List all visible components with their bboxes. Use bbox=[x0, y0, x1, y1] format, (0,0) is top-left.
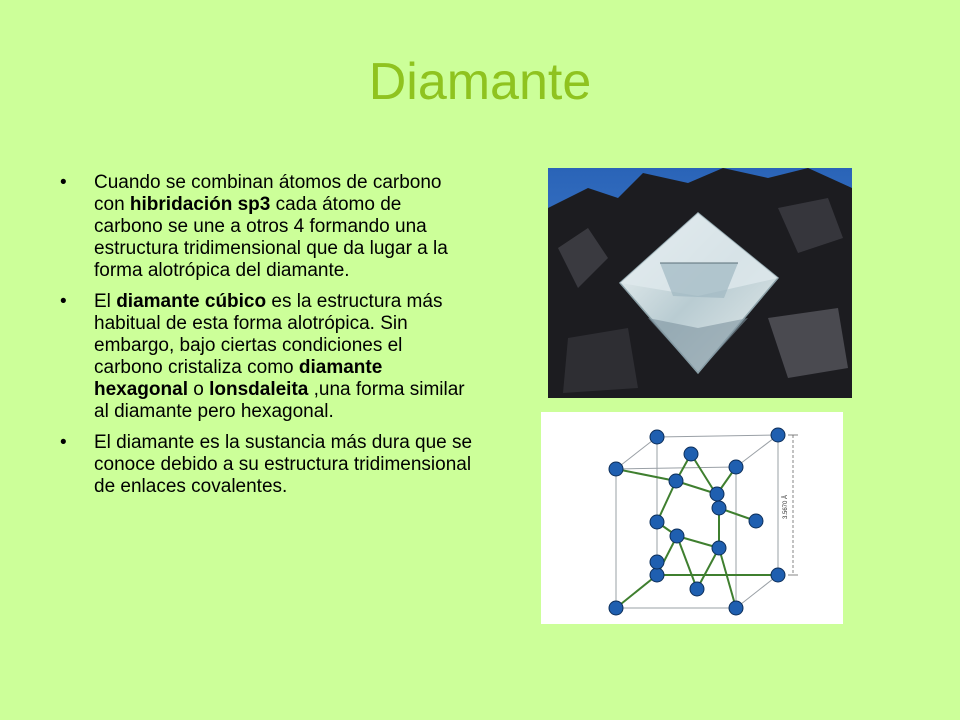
carbon-atom bbox=[712, 501, 726, 515]
dimension-marker bbox=[782, 435, 798, 575]
carbon-atom bbox=[771, 428, 785, 442]
carbon-atom bbox=[729, 460, 743, 474]
bullet-text: cada átomo de carbono se une a otros 4 formando una estructura tridimensional que da lugar a la forma alotrópica del diamante. bbox=[94, 194, 448, 281]
bullet-symbol: • bbox=[60, 291, 67, 312]
bold-term: diamante hexagonal bbox=[94, 357, 383, 400]
lattice-svg bbox=[541, 412, 843, 624]
carbon-atom bbox=[650, 555, 664, 569]
carbon-atom bbox=[690, 582, 704, 596]
carbon-atom bbox=[609, 601, 623, 615]
atoms bbox=[609, 428, 785, 615]
bullet-text: El bbox=[94, 291, 117, 312]
carbon-atom bbox=[669, 474, 683, 488]
bullet-symbol: • bbox=[60, 432, 67, 453]
bullet-item bbox=[58, 172, 473, 282]
diamond-photo-svg bbox=[548, 168, 852, 398]
bullet-text: ,una forma similar al diamante pero hexagonal. bbox=[94, 379, 465, 422]
bullet-symbol: • bbox=[60, 172, 67, 193]
bullet-text: El diamante es la sustancia más dura que se conoce debido a su estructura tridimensional de enlaces covalentes. bbox=[94, 432, 473, 497]
bullet-text: o bbox=[187, 379, 210, 400]
carbon-atom bbox=[712, 541, 726, 555]
dimension-label: 3.5670 Å bbox=[783, 494, 789, 520]
bold-term: lonsdaleita bbox=[209, 379, 309, 400]
carbon-atom bbox=[650, 515, 664, 529]
carbon-atom bbox=[710, 487, 724, 501]
carbon-atom bbox=[650, 568, 664, 582]
lattice-diagram bbox=[541, 412, 843, 624]
slide-title: Diamante bbox=[368, 53, 592, 111]
carbon-atom bbox=[729, 601, 743, 615]
bullet-item bbox=[58, 432, 473, 498]
carbon-atom bbox=[749, 514, 763, 528]
bullet-item bbox=[58, 291, 473, 423]
rock-highlight bbox=[563, 328, 638, 393]
carbon-atom bbox=[609, 462, 623, 476]
bullet-text: es la estructura más habitual de esta forma alotrópica. Sin embargo, bajo ciertas condiciones el carbono cristaliza como bbox=[94, 291, 443, 378]
bold-term: hibridación sp3 bbox=[129, 194, 271, 215]
bullet-list bbox=[58, 172, 473, 507]
carbon-atom bbox=[650, 430, 664, 444]
bold-term: diamante cúbico bbox=[116, 291, 267, 312]
diamond-photo bbox=[548, 168, 852, 398]
carbon-atom bbox=[684, 447, 698, 461]
bullet-text: Cuando se combinan átomos de carbono con bbox=[94, 172, 442, 215]
carbon-atom bbox=[670, 529, 684, 543]
carbon-atom bbox=[771, 568, 785, 582]
